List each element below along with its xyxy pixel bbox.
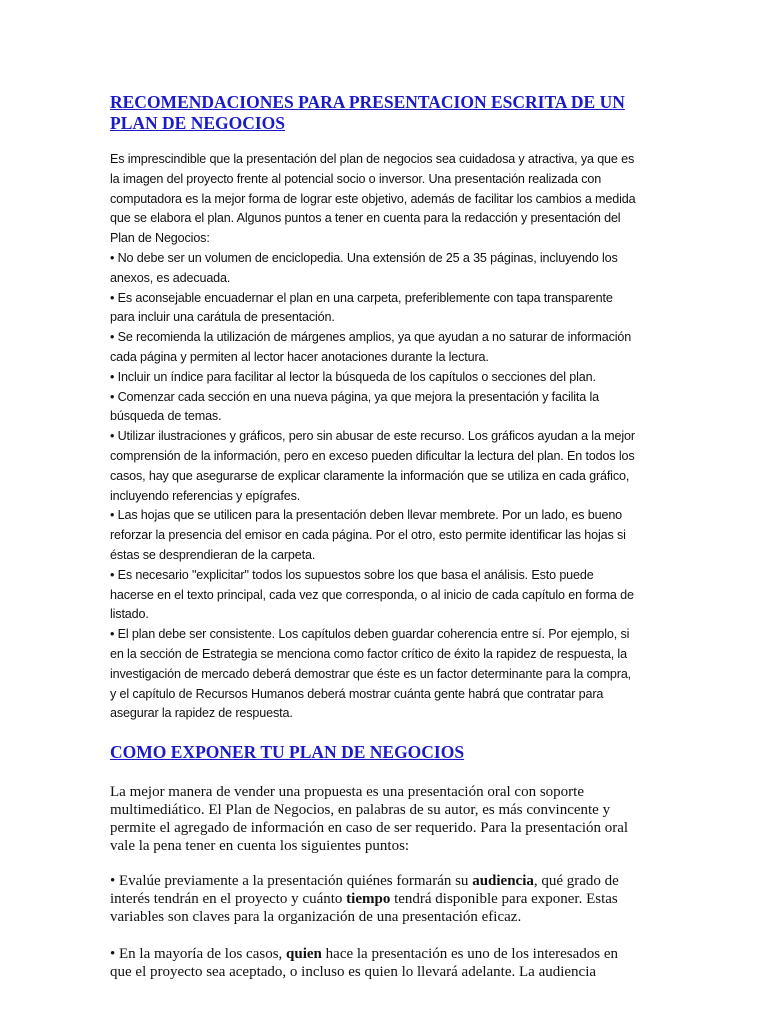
paragraph: La mejor manera de vender una propuesta es una presentación oral con soporte multimediático. El Plan de Negocios, en palabras de su autor, es más convincente y permite el agregado de información en caso de ser requerido. Para la presentación oral vale la pena tener en cuenta los siguientes puntos: <box>110 784 629 854</box>
bullet-item: • Se recomienda la utilización de márgenes amplios, ya que ayudan a no saturar de información cada página y permiten al lector hacer anotaciones durante la lectura. <box>110 330 632 364</box>
text-run: • En la mayoría de los casos, <box>110 946 287 962</box>
text-run: tendrá disponible para exponer. Estas variables son claves para la organización de una presentación eficaz. <box>110 891 618 925</box>
bold-term-audiencia: audiencia <box>472 873 534 889</box>
como-exponer-point-1 <box>110 872 640 926</box>
bullet-item: • Incluir un índice para facilitar al lector la búsqueda de los capítulos o secciones del plan. <box>110 369 596 384</box>
bullet-item: • Las hojas que se utilicen para la presentación deben llevar membrete. Por un lado, es bueno reforzar la presencia del emisor en cada página. Por el otro, esto permite identificar las hojas si éstas se desprendieran de la carpeta. <box>110 508 626 562</box>
como-exponer-point-2 <box>110 945 640 981</box>
text-run: • Evalúe previamente a la presentación quiénes formarán su <box>110 873 473 889</box>
recomendaciones-body <box>110 150 640 724</box>
section-title-como-exponer[interactable]: COMO EXPONER TU PLAN DE NEGOCIOS <box>110 742 465 762</box>
bullet-item: • Utilizar ilustraciones y gráficos, pero sin abusar de este recurso. Los gráficos ayudan a la mejor comprensión de la información, pero en exceso pueden dificultar la lectura del plan. En todos los casos, hay que asegurarse de explicar claramente la información que se utiliza en cada gráfico, incluyendo referencias y epígrafes. <box>110 429 635 503</box>
bullet-item: • Es necesario "explicitar" todos los supuestos sobre los que basa el análisis. Esto puede hacerse en el texto principal, cada vez que corresponda, o al inicio de cada capítulo en forma de listado. <box>110 567 634 622</box>
bullet-item: • No debe ser un volumen de enciclopedia. Una extensión de 25 a 35 páginas, incluyendo los anexos, es adecuada. <box>110 250 618 285</box>
recomendaciones-intro: Es imprescindible que la presentación del plan de negocios sea cuidadosa y atractiva, ya que es la imagen del proyecto frente al potencial socio o inversor. Una presentación realizada con computadora es la mejor forma de lograr este objetivo, además de facilitar los cambios a medida que se elabora el plan. Algunos puntos a tener en cuenta para la redacción y presentación del Plan de Negocios: <box>110 152 636 246</box>
bold-term-quien: quien <box>286 946 322 962</box>
paragraph <box>110 872 640 926</box>
bullet-item: • Comenzar cada sección en una nueva página, ya que mejora la presentación y facilita la búsqueda de temas. <box>110 389 599 424</box>
section-title-recomendaciones[interactable]: RECOMENDACIONES PARA PRESENTACION ESCRITA DE UN PLAN DE NEGOCIOS <box>110 92 625 133</box>
text-run: , qué grado de interés tendrán en el proyecto y cuánto <box>110 873 619 907</box>
bold-term-tiempo: tiempo <box>346 891 391 907</box>
text-run: hace la presentación es uno de los interesados en que el proyecto sea aceptado, o incluso es quien lo llevará adelante. La audiencia <box>110 946 619 980</box>
bullet-item: • Es aconsejable encuadernar el plan en una carpeta, preferiblemente con tapa transparente para incluir una carátula de presentación. <box>110 290 613 325</box>
paragraph <box>110 945 640 981</box>
como-exponer-intro <box>110 783 640 855</box>
bullet-item: • El plan debe ser consistente. Los capítulos deben guardar coherencia entre sí. Por ejemplo, si en la sección de Estrategia se menciona como factor crítico de éxito la rapidez de respuesta, la investigación de mercado deberá demostrar que éste es un factor determinante para la compra, y el capítulo de Recursos Humanos deberá mostrar cuánta gente habrá que contratar para asegurar la rapidez de respuesta. <box>110 627 632 721</box>
